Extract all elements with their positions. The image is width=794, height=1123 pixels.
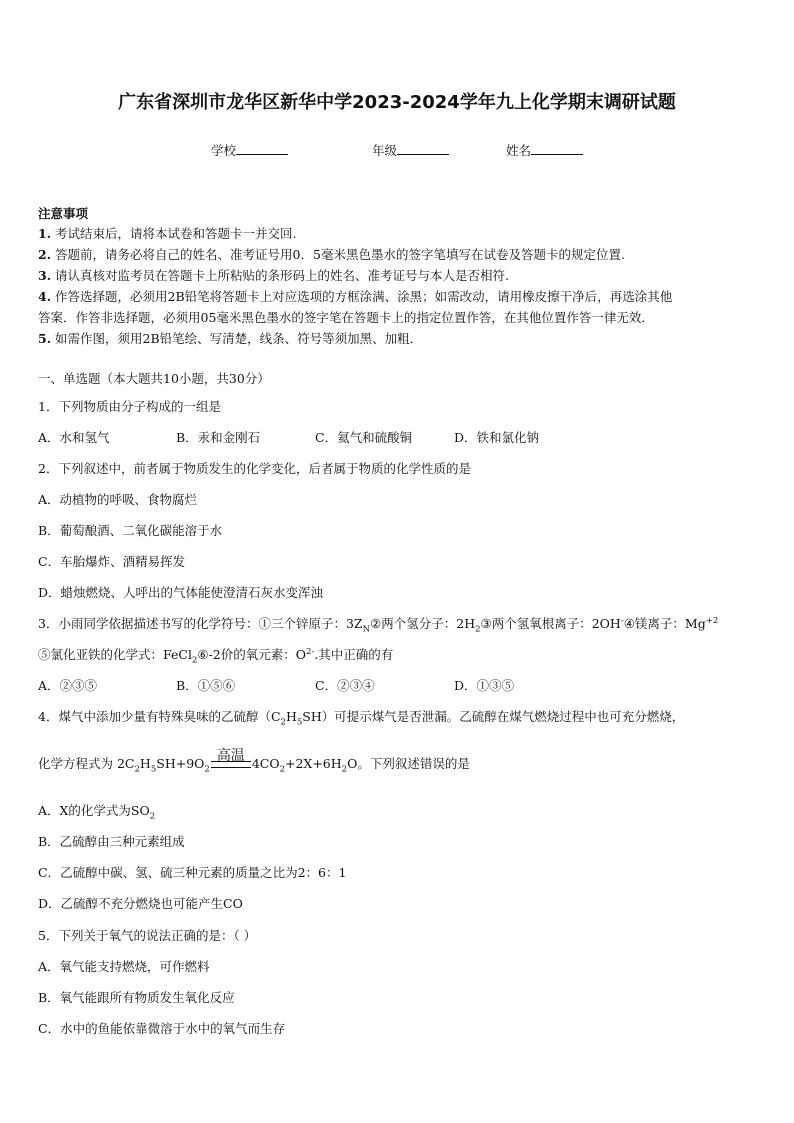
q2-option-b[interactable]: B．葡萄酿酒、二氧化碳能溶于水	[38, 523, 223, 538]
q4-option-d[interactable]: D．乙硫醇不充分燃烧也可能产生CO	[38, 896, 243, 911]
q1-option-c[interactable]: C．氦气和硫酸铜	[315, 430, 413, 445]
q1-option-d[interactable]: D．铁和氯化钠	[454, 430, 540, 445]
section-heading: 一、单选题（本大题共10小题，共30分）	[38, 371, 270, 386]
q2-option-a[interactable]: A．动植物的呼吸、食物腐烂	[38, 492, 198, 507]
q3-option-d[interactable]: D．①③⑤	[454, 678, 515, 693]
question-4-stem: 4．煤气中添加少量有特殊臭味的乙硫醇$(C_2H_5SH)$可提示煤气是否泄漏。乙硫醇在煤气燃烧过程中也可充分燃烧，	[38, 709, 685, 728]
question-5-stem: 5．下列关于氧气的说法正确的是：（ ）	[38, 928, 257, 943]
question-3-stem-cont: ⑤氯化亚铁的化学式：FeCl$_2$⑥-2价的氧元素：$O^{2-}$.其中正确的有	[38, 646, 394, 666]
q3-option-a[interactable]: A．②③⑤	[38, 678, 98, 693]
school-blank[interactable]	[236, 142, 288, 155]
school-field	[211, 141, 288, 159]
q3-option-c[interactable]: C．②③④	[315, 678, 375, 693]
grade-blank[interactable]	[397, 142, 449, 155]
q4-option-a[interactable]: A．X的化学式为$SO_2$	[38, 803, 156, 822]
q1-option-a[interactable]: A．水和氢气	[38, 430, 110, 445]
notice-heading: 注意事项	[38, 206, 89, 221]
reaction-condition: 高温	[216, 748, 245, 764]
exam-title: 广东省深圳市龙华区新华中学2023-2024学年九上化学期末调研试题	[118, 92, 676, 113]
q4-option-c[interactable]: C．乙硫醇中碳、氢、硫三种元素的质量之比为2：6：1	[38, 865, 347, 880]
notice-item-cont: 答案．作答非选择题，必须用05毫米黑色墨水的签字笔在答题卡上的指定位置作答，在其他位置作答一律无效．	[38, 310, 654, 325]
q2-option-d[interactable]: D．蜡烛燃烧、人呼出的气体能使澄清石灰水变浑浊	[38, 585, 324, 600]
name-blank[interactable]	[531, 142, 583, 155]
grade-field	[372, 141, 449, 159]
reaction-arrow	[211, 748, 251, 768]
question-4-equation: 化学方程式为 $2C_2H_5SH+9O_2$ 高温 $4CO_2+2X+6H_2O$。下列叙述错误的是	[38, 754, 470, 772]
name-label: 姓名	[506, 143, 532, 158]
notice-item: 2. 答题前，请务必将自己的姓名、准考证号用0．5毫米黑色墨水的签字笔填写在试卷及答题卡的规定位置.	[38, 247, 625, 262]
q1-option-b[interactable]: B．汞和金刚石	[176, 430, 261, 445]
notice-item: 4. 作答选择题，必须用2B铅笔将答题卡上对应选项的方框涂满、涂黑；如需改动，请用橡皮擦干净后，再选涂其他	[38, 289, 673, 304]
q3-option-b[interactable]: B．①⑤⑥	[176, 678, 236, 693]
q4-option-b[interactable]: B．乙硫醇由三种元素组成	[38, 834, 185, 849]
q5-option-c[interactable]: C．水中的鱼能依靠微溶于水中的氧气而生存	[38, 1021, 286, 1036]
notice-item: 1. 考试结束后，请将本试卷和答题卡一并交回.	[38, 226, 297, 241]
name-field	[506, 141, 583, 159]
notice-item: 3. 请认真核对监考员在答题卡上所粘贴的条形码上的姓名、准考证号与本人是否相符.	[38, 268, 510, 283]
notice-item: 5. 如需作图，须用2B铅笔绘、写清楚，线条、符号等须加黑、加粗．	[38, 331, 423, 346]
grade-label: 年级	[372, 143, 398, 158]
q2-option-c[interactable]: C．车胎爆炸、酒精易挥发	[38, 554, 186, 569]
question-1-stem: 1．下列物质由分子构成的一组是	[38, 399, 221, 414]
question-2-stem: 2．下列叙述中，前者属于物质发生的化学变化，后者属于物质的化学性质的是	[38, 461, 471, 476]
school-label: 学校	[211, 143, 237, 158]
question-3-stem: 3．小雨同学依据描述书写的化学符号：①三个锌原子：$3Z_N②$两个氢分子：$2H_2③$两个氢氧根离子：2OH-④镁离子：$Mg^{+2}$	[38, 615, 719, 635]
q5-option-b[interactable]: B．氧气能跟所有物质发生氧化反应	[38, 990, 235, 1005]
q5-option-a[interactable]: A．氧气能支持燃烧，可作燃料	[38, 959, 210, 974]
